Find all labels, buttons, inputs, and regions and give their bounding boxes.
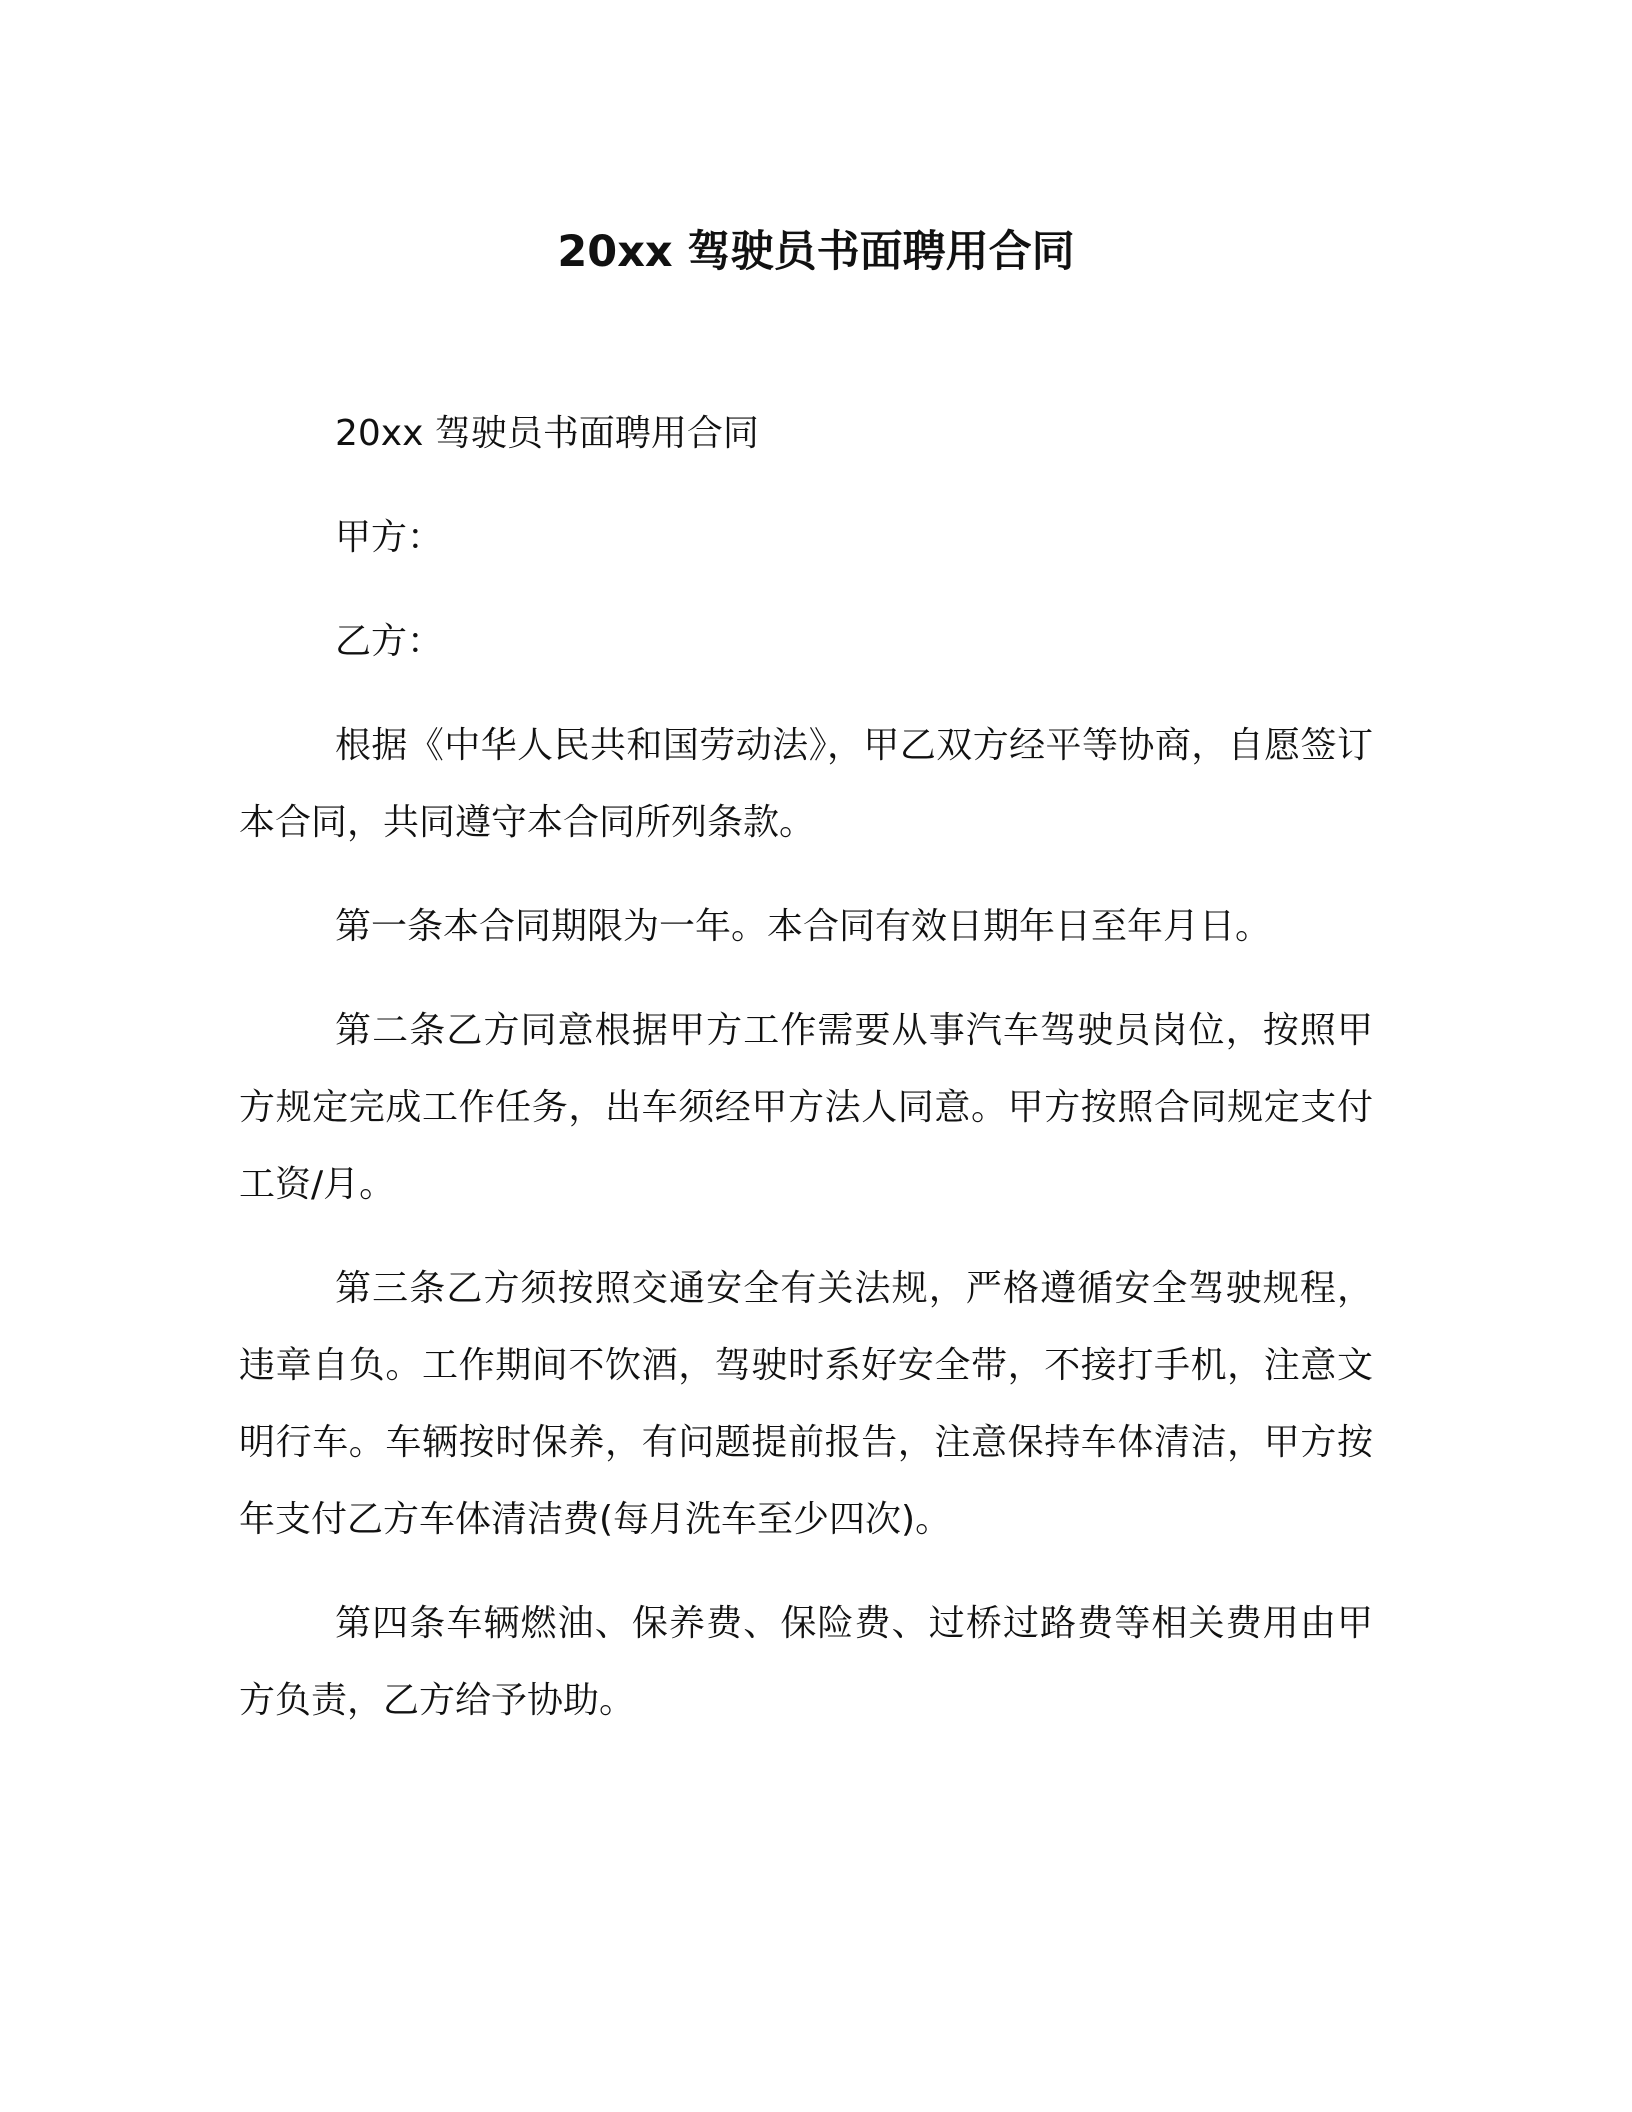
subtitle-paragraph: 20xx 驾驶员书面聘用合同 bbox=[335, 413, 759, 454]
article-2-paragraph: 第二条乙方同意根据甲方工作需要从事汽车驾驶员岗位，按照甲方规定完成工作任务，出车须经甲方法人同意。甲方按照合同规定支付工资/月。 bbox=[239, 1010, 1373, 1205]
document-title: 20xx 驾驶员书面聘用合同 bbox=[557, 227, 1075, 277]
document-body bbox=[239, 395, 1373, 1766]
article-4-paragraph: 第四条车辆燃油、保养费、保险费、过桥过路费等相关费用由甲方负责，乙方给予协助。 bbox=[239, 1603, 1373, 1721]
article-1-paragraph: 第一条本合同期限为一年。本合同有效日期年日至年月日。 bbox=[335, 906, 1272, 947]
article-3-paragraph: 第三条乙方须按照交通安全有关法规，严格遵循安全驾驶规程，违章自负。工作期间不饮酒，驾驶时系好安全带，不接打手机，注意文明行车。车辆按时保养，有问题提前报告，注意保持车体清洁，甲方按年支付乙方车体清洁费(每月洗车至少四次)。 bbox=[239, 1268, 1373, 1540]
preamble-paragraph: 根据《中华人民共和国劳动法》，甲乙双方经平等协商，自愿签订本合同，共同遵守本合同所列条款。 bbox=[239, 725, 1373, 843]
party-a-paragraph: 甲方： bbox=[335, 517, 444, 558]
party-b-paragraph: 乙方： bbox=[335, 621, 444, 662]
